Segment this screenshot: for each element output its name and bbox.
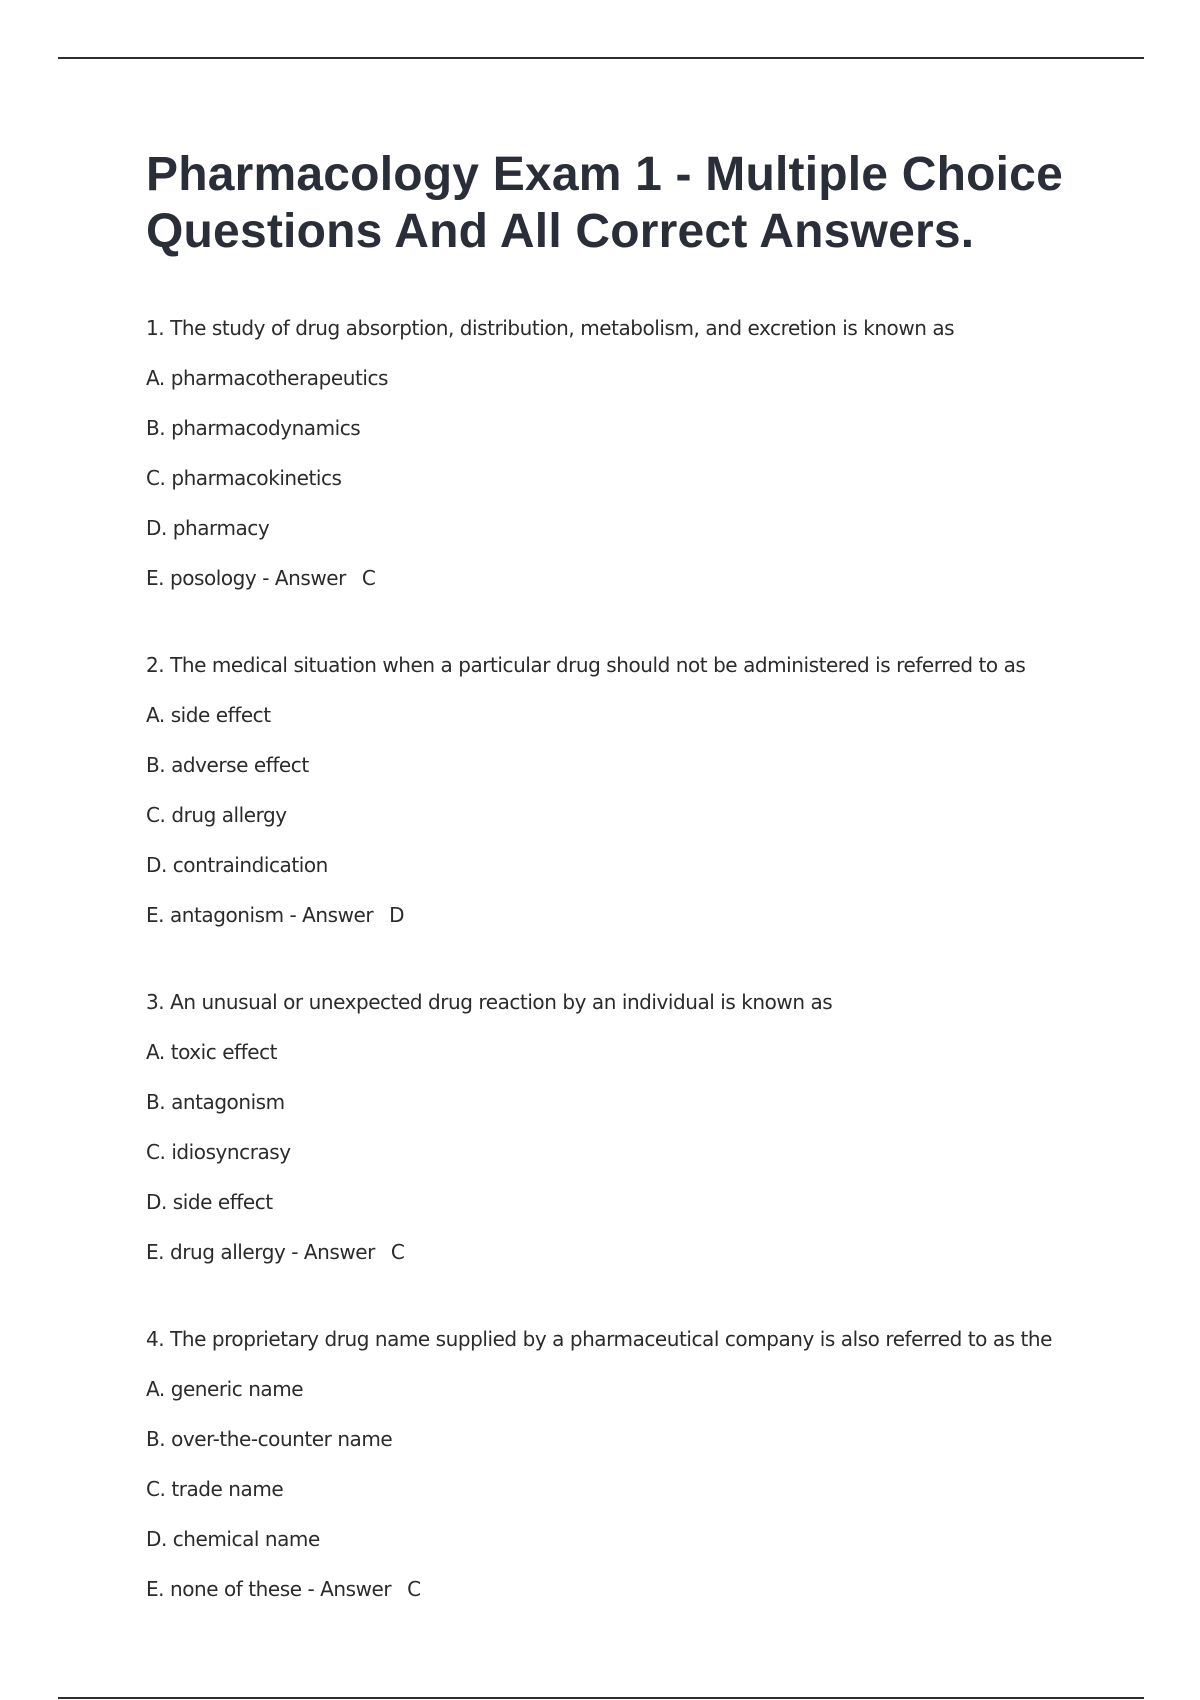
option-a: A. toxic effect (146, 1040, 278, 1064)
option-c: C. trade name (146, 1477, 284, 1501)
option-b: B. adverse effect (146, 753, 309, 777)
option-e: E. drug allergy - Answer (146, 1240, 375, 1264)
top-rule (58, 57, 1144, 59)
question-2 (146, 651, 1086, 929)
option-d: D. pharmacy (146, 516, 270, 540)
option-e: E. antagonism - Answer (146, 903, 374, 927)
answer-letter: D (389, 903, 405, 927)
question-3 (146, 988, 1086, 1266)
option-e-with-answer (146, 1575, 1086, 1603)
option-e-with-answer (146, 901, 1086, 929)
page-title: Pharmacology Exam 1 - Multiple Choice Questions And All Correct Answers. (146, 148, 1063, 258)
option-e: E. none of these - Answer (146, 1577, 392, 1601)
option-b: B. antagonism (146, 1090, 285, 1114)
option-c: C. drug allergy (146, 803, 287, 827)
answer-letter: C (390, 1240, 405, 1264)
option-e-with-answer (146, 564, 1086, 592)
option-b: B. over-the-counter name (146, 1427, 393, 1451)
option-e: E. posology - Answer (146, 566, 346, 590)
question-stem: 3. An unusual or unexpected drug reaction by an individual is known as (146, 990, 833, 1014)
option-c: C. pharmacokinetics (146, 466, 342, 490)
answer-letter: C (361, 566, 376, 590)
option-e-with-answer (146, 1238, 1086, 1266)
option-a: A. pharmacotherapeutics (146, 366, 388, 390)
answer-letter: C (407, 1577, 421, 1601)
document-body (146, 146, 1086, 1603)
option-d: D. chemical name (146, 1527, 320, 1551)
question-stem: 1. The study of drug absorption, distribution, metabolism, and excretion is known as (146, 316, 955, 340)
question-4 (146, 1325, 1086, 1603)
question-stem: 4. The proprietary drug name supplied by a pharmaceutical company is also referred to as the (146, 1327, 1052, 1351)
question-stem: 2. The medical situation when a particular drug should not be administered is referred to as (146, 653, 1026, 677)
option-c: C. idiosyncrasy (146, 1140, 291, 1164)
bottom-rule (58, 1697, 1144, 1699)
option-d: D. contraindication (146, 853, 328, 877)
option-a: A. generic name (146, 1377, 304, 1401)
option-a: A. side effect (146, 703, 271, 727)
option-d: D. side effect (146, 1190, 273, 1214)
question-1 (146, 314, 1086, 592)
option-b: B. pharmacodynamics (146, 416, 361, 440)
question-list (146, 314, 1086, 1603)
